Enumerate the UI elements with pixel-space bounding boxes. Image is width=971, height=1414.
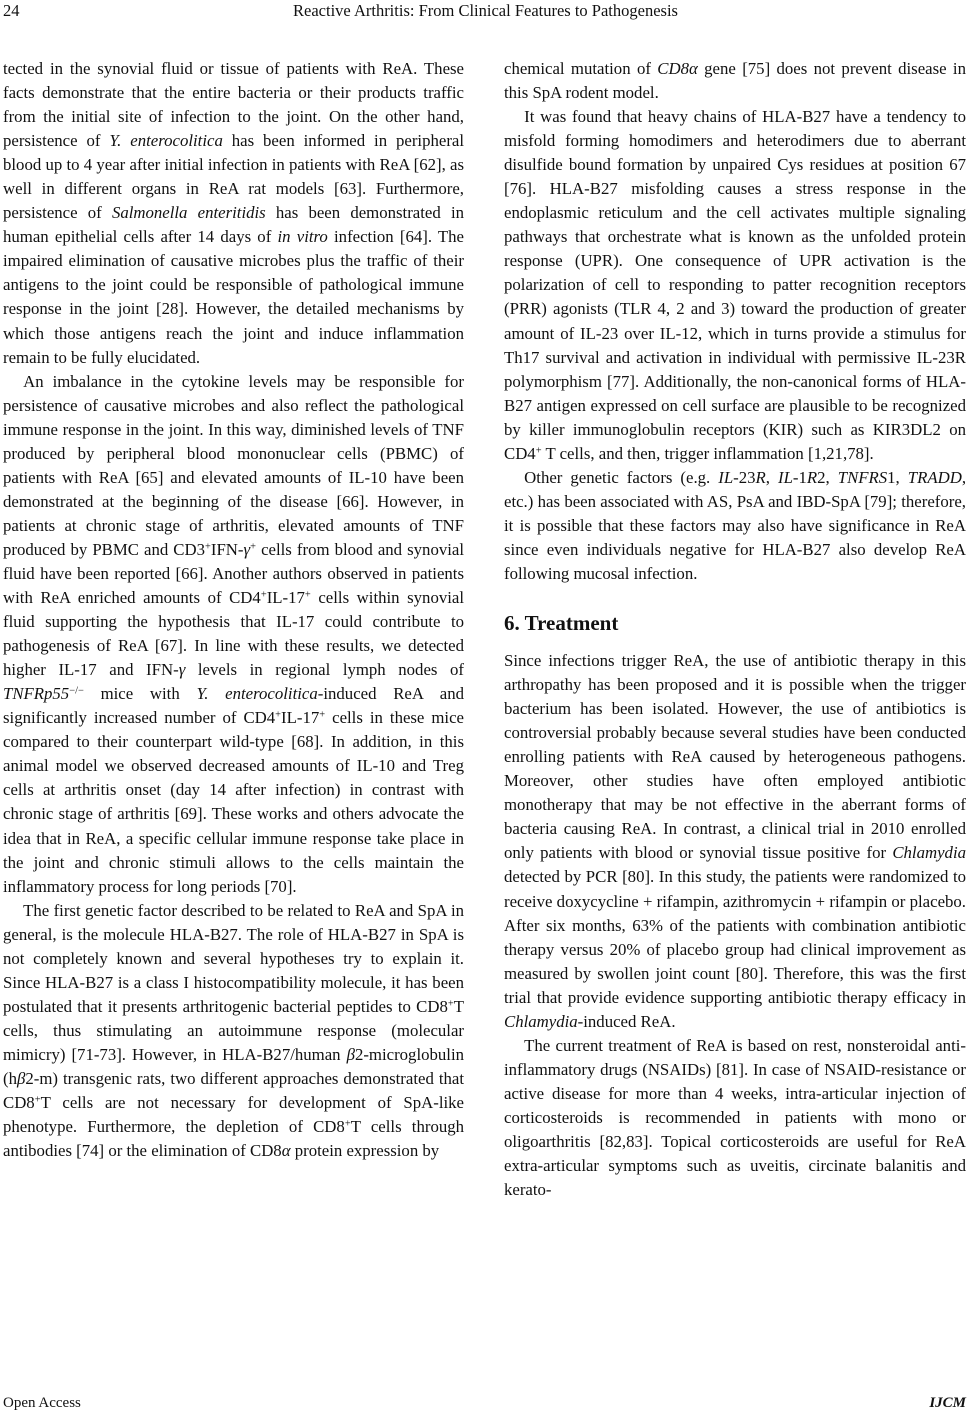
italic-term: Y. enterocolitica: [196, 684, 318, 704]
superscript: +: [34, 1094, 41, 1106]
left-column: [3, 57, 464, 1163]
text-run: chemical mutation of: [504, 59, 658, 78]
text-run: The first genetic factor described to be related to ReA and SpA in general, is the molecule HLA-B27. The role of HLA-B27 in SpA is not completely known and several hypotheses try to explain it. Since HLA-B27 is a class I histocompatibility molecule, it has been postulated that it presents arthritogenic bacterial peptides to CD8: [3, 900, 464, 1016]
text-run: -23: [733, 467, 756, 487]
italic-term: TNFRS: [837, 467, 888, 487]
text-run: T cells are not necessary for development of SpA-like phenotype. Furthermore, the depletion of CD8: [3, 1093, 464, 1137]
paragraph: [3, 57, 464, 370]
text-run: 2-microglobulin (h: [3, 1044, 464, 1088]
italic-term: Y. enterocolitica: [109, 131, 223, 151]
italic-term: α: [281, 1141, 291, 1161]
superscript: −/−: [69, 685, 84, 697]
text-run: ,: [765, 467, 778, 487]
text-run: The current treatment of ReA is based on rest, nonsteroidal anti-inflammatory drugs (NSAIDs) [81]. In case of NSAID-resistance or active disease for more than 4 weeks, intra-articular injection of corticosteroids is recommended in patients with mono or oligoarthritis [82,83]. Topical corticosteroids are useful for ReA extra-articular symptoms such as uveitis, circinate balanitis and kerato-: [504, 1035, 966, 1200]
italic-term: Chlamydia: [892, 843, 966, 863]
text-run: infection [64]. The impaired elimination of causative microbes plus the traffic of their antigens to the joint could be responsible of pathological immune response in the joint [28]. However, the detailed mechanisms by which those antigens reach the joint and induce inflammation remain to be fully elucidated.: [3, 227, 464, 367]
italic-term: TNFRp55: [3, 684, 70, 704]
superscript: +: [250, 541, 257, 553]
paragraph: [504, 105, 966, 466]
italic-term: β: [16, 1068, 26, 1088]
text-run: tected in the synovial fluid or tissue of patients with ReA. These facts demonstrate that the entire bacteria or their products traffic from the initial site of infection to the joint. On the other hand, persistence of: [3, 59, 464, 151]
text-run: Other genetic factors (e.g.: [524, 467, 719, 487]
paragraph: [504, 649, 966, 1034]
superscript: +: [260, 589, 267, 601]
text-run: has been demonstrated in human epithelial cells after 14 days of: [3, 203, 464, 247]
section-heading: 6. Treatment: [504, 611, 619, 636]
text-run: has been informed in peripheral blood up to 4 year after initial infection in patients with ReA [62], as well in different organs in ReA rat models [63]. Furthermore, persistence of: [3, 131, 465, 223]
italic-term: CD8α: [657, 59, 698, 78]
paragraph: [504, 1034, 966, 1202]
italic-term: IL: [777, 467, 793, 487]
italic-term: R: [806, 467, 818, 487]
text-run: -induced ReA.: [577, 1011, 676, 1031]
text-run: It was found that heavy chains of HLA-B27 have a tendency to misfold forming homodimers and heterodimers due to aberrant disulfide bound formation by unpaired Cys residues at position 67 [76]. HLA-B27 misfolding causes a stress response in the endoplasmic reticulum and the cell activates multiple signaling pathways that orchestrate what is known as the unfolded protein response (UPR). One consequence of UPR activation is the polarization of cell to responding to patter recognition receptors (PRR) agonists (TLR 4, 2 and 3) toward the production of greater amount of IL-23 over IL-12, which in turns provide a stimulus for Th17 survival and activation in individual with permissive IL-23R polymorphism [77]. Additionally, the non-canonical forms of HLA-B27 antigen expressed on cell surface are plausible to be recognized by killer immunoglobulin receptors (KIR) such as KIR3DL2 on CD4: [504, 107, 966, 463]
right-column: [504, 57, 966, 1202]
italic-term: in vitro: [277, 227, 328, 247]
paragraph: [3, 899, 464, 1164]
running-header: [0, 0, 971, 22]
section-body: [504, 649, 966, 1202]
paragraph: [504, 57, 966, 105]
text-run: IFN-: [210, 539, 244, 559]
italic-term: γ: [243, 539, 251, 559]
page-number: 24: [3, 1, 20, 20]
italic-term: β: [346, 1044, 355, 1064]
text-run: T cells, and then, trigger inflammation [1,21,78].: [541, 443, 874, 463]
text-run: 1,: [887, 467, 908, 487]
superscript: +: [275, 709, 282, 721]
text-run: An imbalance in the cytokine levels may be responsible for persistence of causative microbes and also reflect the pathological immune response in the joint. In this way, diminished levels of TNF produced by peripheral blood mononuclear cells (PBMC) of patients with ReA [65] and elevated amounts of IL-10 have been demonstrated at the beginning of the disease [66]. However, in patients at chronic stage of arthritis, elevated amounts of TNF produced by PBMC and CD3: [3, 371, 464, 559]
text-run: cells within synovial fluid supporting the hypothesis that IL-17 could contribute to pathogenesis of ReA [67]. In line with these results, we detected higher IL-17 and IFN-: [3, 588, 465, 680]
text-run: levels in regional lymph nodes of: [185, 660, 464, 680]
text-run: Since infections trigger ReA, the use of antibiotic therapy in this arthropathy has been proposed and it is possible when the trigger bacterium has been isolated. However, the use of antibiotics is controversial probably because several studies have been conducted enrolling patients with ReA caused by heterogeneous pathogens. Moreover, other studies have often employed antibiotic monotherapy that may be not effective in the aberrant forms of bacteria causing ReA. In contrast, a clinical trial in 2010 enrolled only patients with blood or synovial tissue positive for: [504, 651, 966, 863]
text-run: IL-17: [266, 588, 305, 608]
text-run: T cells, thus stimulating an autoimmune response (molecular mimicry) [71-73]. However, in HLA-B27/human: [3, 996, 464, 1064]
text-run: 2,: [817, 467, 838, 487]
text-run: cells in these mice compared to their counterpart wild-type [68]. In addition, in this animal model we observed decreased amounts of IL-10 and Treg cells at arthritis onset (day 14 after infection) in contrast with chronic stage of arthritis [69]. These works and others advocate the idea that in ReA, a specific cellular immune response take place in the joint and chronic stimuli allows to the cells maintain the inflammatory process for long periods [70].: [3, 708, 464, 896]
italic-term: IL: [718, 467, 734, 487]
italic-term: TRADD: [907, 467, 962, 487]
running-title: Reactive Arthritis: From Clinical Features to Pathogenesis: [293, 1, 678, 20]
superscript: +: [535, 445, 542, 457]
open-access-label: Open Access: [3, 1395, 81, 1411]
text-run: -1: [792, 467, 807, 487]
text-run: protein expression by: [290, 1141, 440, 1161]
superscript: +: [304, 589, 311, 601]
text-run: IL-17: [281, 708, 320, 728]
text-run: mice with: [83, 684, 197, 704]
superscript: +: [319, 709, 326, 721]
italic-term: Salmonella enteritidis: [111, 203, 266, 223]
italic-term: R: [755, 467, 766, 487]
superscript: +: [344, 1118, 351, 1130]
text-run: detected by PCR [80]. In this study, the patients were randomized to receive doxycycline + rifampin, azithromycin + rifampin or placebo. After six months, 63% of the patients with combination antibiotic therapy versus 20% of placebo group had clinical improvement as measured by swollen joint count [80]. Therefore, this was the first trial that provide evidence supporting antibiotic therapy efficacy in: [504, 867, 966, 1007]
text-run: , etc.) has been associated with AS, PsA and IBD-SpA [79]; therefore, it is possible that these factors may also have significance in ReA since even individuals negative for HLA-B27 also develop ReA following mucosal infection.: [504, 467, 967, 583]
italic-term: γ: [178, 660, 186, 680]
superscript: +: [447, 998, 454, 1010]
text-run: cells from blood and synovial fluid have been reported [66]. Another authors observed in patients with ReA enriched amounts of CD4: [3, 539, 464, 608]
text-run: -induced ReA and significantly increased number of CD4: [3, 684, 464, 728]
right-column-body: [504, 57, 966, 586]
text-run: T cells through antibodies [74] or the elimination of CD8: [3, 1117, 465, 1161]
text-run: gene [75] does not prevent disease in this SpA rodent model.: [504, 59, 966, 103]
paragraph: [504, 466, 966, 586]
superscript: +: [205, 541, 211, 553]
text-run: 2-m) transgenic rats, two different approaches demonstrated that CD8: [3, 1068, 464, 1113]
paragraph: [3, 370, 464, 899]
italic-term: Chlamydia: [504, 1011, 578, 1031]
journal-abbreviation: IJCM: [929, 1395, 966, 1411]
